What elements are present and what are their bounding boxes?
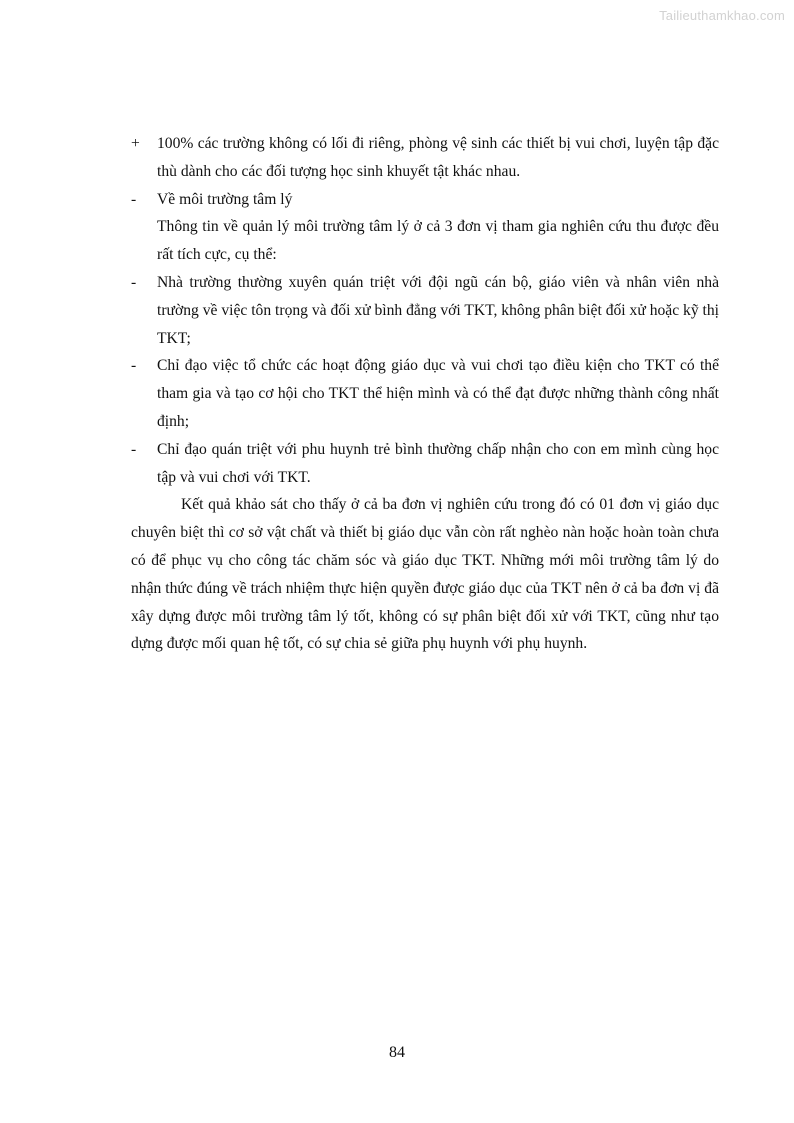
dash-marker: -	[131, 440, 137, 458]
list-item-facilities	[131, 130, 719, 186]
list-item	[131, 352, 719, 435]
page-number: 84	[389, 1044, 405, 1061]
list-item-text: Chỉ đạo quán triệt với phu huynh trẻ bình thường chấp nhận cho con em mình cùng học tập và vui chơi với TKT.	[157, 440, 719, 486]
document-body	[131, 130, 719, 658]
plus-marker: +	[131, 135, 140, 152]
watermark: Tailieuthamkhao.com	[659, 8, 785, 23]
section-heading: Về môi trường tâm lý	[157, 190, 293, 208]
list-item-text: 100% các trường không có lối đi riêng, phòng vệ sinh các thiết bị vui chơi, luyện tập đặc thù dành cho các đối tượng học sinh khuyết tật khác nhau.	[157, 135, 719, 180]
dash-marker: -	[131, 190, 137, 208]
list-item-text: Nhà trường thường xuyên quán triệt với đội ngũ cán bộ, giáo viên và nhân viên nhà trường về việc tôn trọng và đối xử bình đẳng với TKT, không phân biệt đối xử hoặc kỹ thị TKT;	[157, 273, 719, 347]
dash-marker: -	[131, 357, 137, 375]
list-item	[131, 436, 719, 492]
list-item	[131, 269, 719, 352]
conclusion-paragraph: Kết quả khảo sát cho thấy ở cả ba đơn vị nghiên cứu trong đó có 01 đơn vị giáo dục chuyên biệt thì cơ sở vật chất và thiết bị giáo dục vẫn còn rất nghèo nàn hoặc hoàn toàn chưa có để phục vụ cho công tác chăm sóc và giáo dục TKT. Những mới môi trường tâm lý do nhận thức đúng về trách nhiệm thực hiện quyền được giáo dục của TKT nên ở cả ba đơn vị đã xây dựng được môi trường tâm lý tốt, không có sự phân biệt đối xử với TKT, cũng như tạo dựng được mối quan hệ tốt, có sự chia sẻ giữa phụ huynh với phụ huynh.	[131, 496, 719, 653]
list-item-psych-environment	[131, 186, 719, 214]
intro-paragraph: Thông tin về quản lý môi trường tâm lý ở cả 3 đơn vị tham gia nghiên cứu thu được đều rất tích cực, cụ thể:	[157, 218, 719, 264]
dash-marker: -	[131, 273, 137, 291]
list-item-text: Chỉ đạo việc tổ chức các hoạt động giáo dục và vui chơi tạo điều kiện cho TKT có thể tham gia và tạo cơ hội cho TKT thể hiện mình và có thể đạt được những thành công nhất định;	[157, 357, 719, 430]
